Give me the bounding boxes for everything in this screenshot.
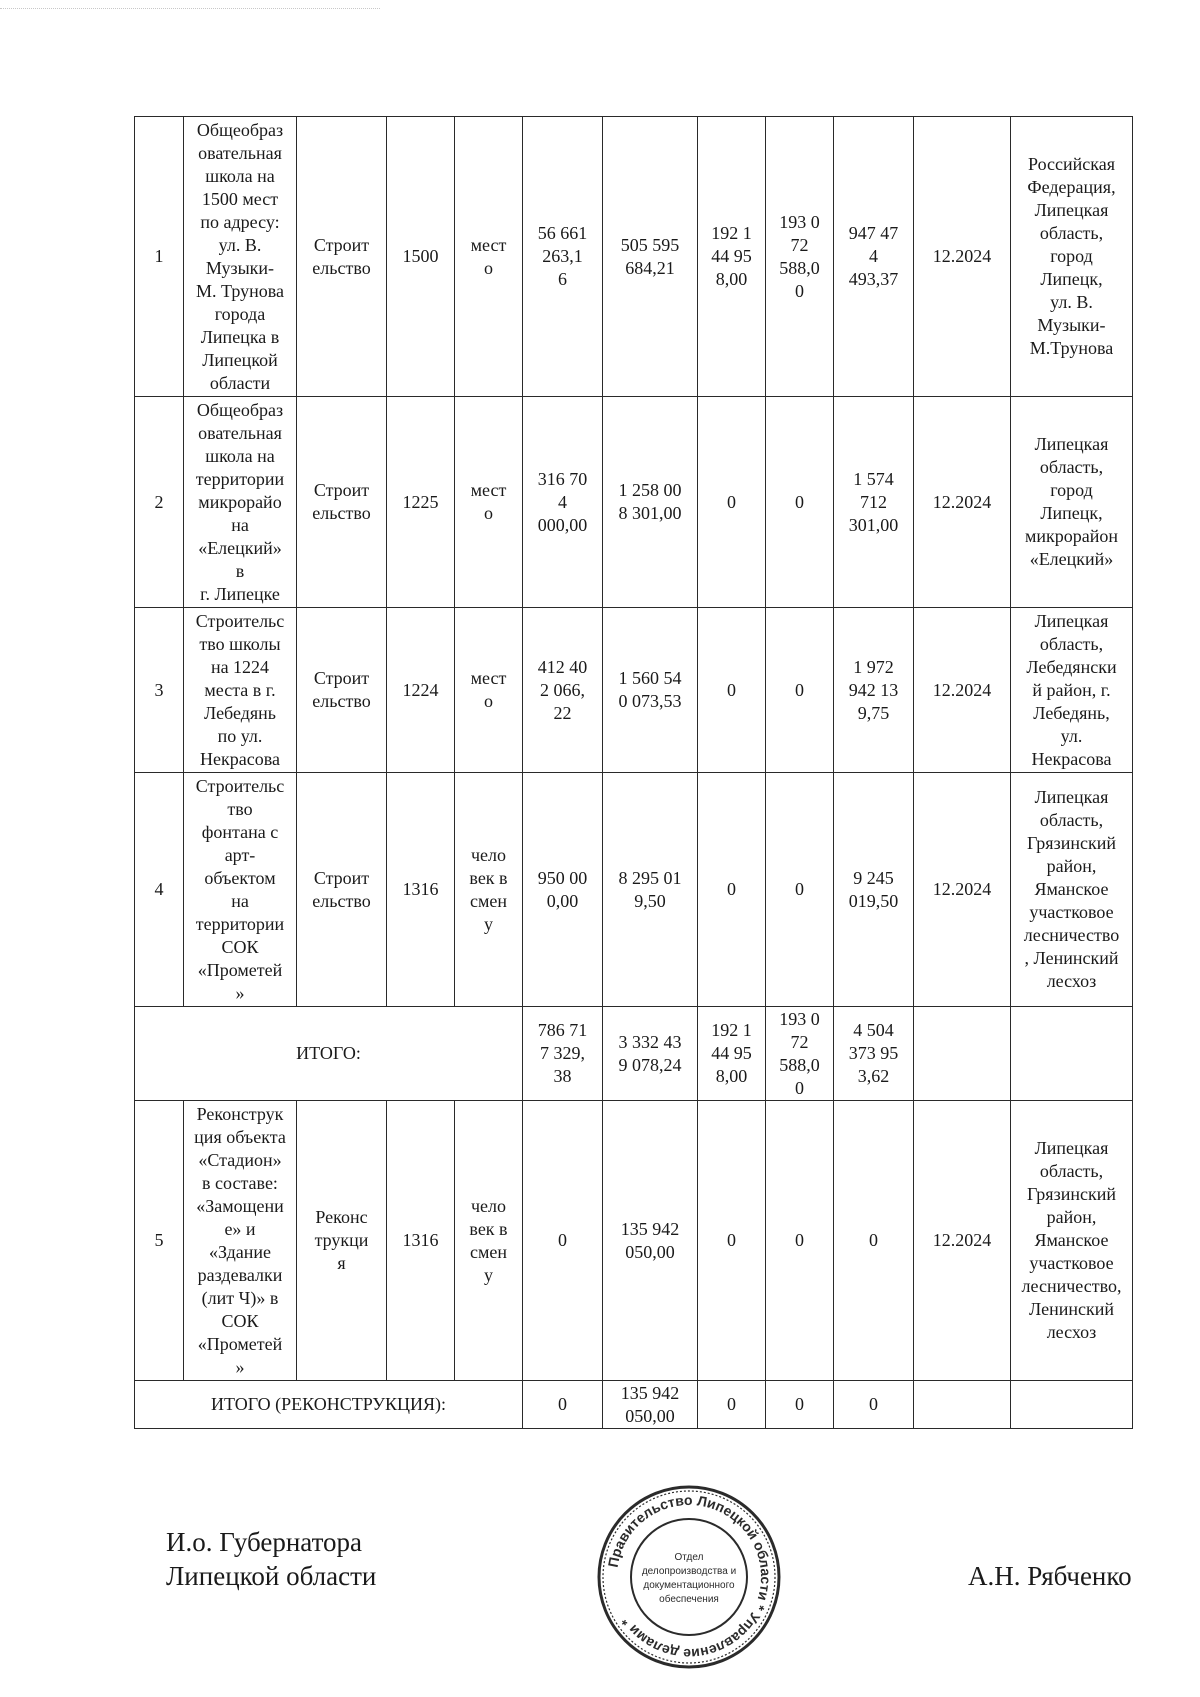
location: Российская Федерация, Липецкая область, город Липецк, ул. В. Музыки- М.Трунова — [1011, 117, 1133, 397]
work-type: Строит ельство — [297, 773, 387, 1007]
total-row — [135, 1381, 1133, 1429]
amount-2: 1 560 54 0 073,53 — [603, 608, 698, 773]
object-name: Строительс тво фонтана с арт- объектом на территории СОК «Прометей » — [184, 773, 297, 1007]
object-name: Общеобраз овательная школа на территории микрорайо на «Елецкий» в г. Липецке — [184, 397, 297, 608]
object-name: Общеобраз овательная школа на 1500 мест по адресу: ул. В. Музыки- М. Трунова города Липецка в Липецкой области — [184, 117, 297, 397]
table-row — [135, 117, 1133, 397]
position-line-1: И.о. Губернатора — [166, 1527, 363, 1557]
amount-1: 316 70 4 000,00 — [523, 397, 603, 608]
stamp-outer-ring — [599, 1487, 779, 1667]
location: Липецкая область, город Липецк, микрорайон «Елецкий» — [1011, 397, 1133, 608]
amount-total: 947 47 4 493,37 — [834, 117, 914, 397]
total-label: ИТОГО: — [135, 1007, 523, 1101]
work-type: Строит ельство — [297, 608, 387, 773]
completion-date: 12.2024 — [914, 773, 1011, 1007]
row-number: 2 — [135, 397, 184, 608]
capacity: 1500 — [387, 117, 455, 397]
completion-date: 12.2024 — [914, 397, 1011, 608]
signatory-name: А.Н. Рябченко — [968, 1561, 1132, 1591]
table-row — [135, 608, 1133, 773]
stamp-inner-ring — [631, 1519, 747, 1635]
capacity: 1224 — [387, 608, 455, 773]
work-type: Реконс трукци я — [297, 1101, 387, 1381]
row-number: 3 — [135, 608, 184, 773]
completion-date: 12.2024 — [914, 1101, 1011, 1381]
amount-4: 0 — [766, 608, 834, 773]
amount-1: 950 00 0,00 — [523, 773, 603, 1007]
amount-4: 0 — [766, 397, 834, 608]
amount-3: 0 — [698, 1101, 766, 1381]
amount-total: 9 245 019,50 — [834, 773, 914, 1007]
amount-4: 0 — [766, 773, 834, 1007]
total-empty-location — [1011, 1381, 1133, 1429]
object-name: Строительс тво школы на 1224 места в г. Лебедянь по ул. Некрасова — [184, 608, 297, 773]
amount-2: 1 258 00 8 301,00 — [603, 397, 698, 608]
amount-1: 412 40 2 066, 22 — [523, 608, 603, 773]
amount-3: 0 — [698, 773, 766, 1007]
official-stamp — [594, 1482, 784, 1672]
total-amount-3: 0 — [698, 1381, 766, 1429]
total-amount-total: 0 — [834, 1381, 914, 1429]
table-row — [135, 773, 1133, 1007]
completion-date: 12.2024 — [914, 117, 1011, 397]
amount-3: 0 — [698, 608, 766, 773]
table-row — [135, 397, 1133, 608]
total-amount-3: 192 1 44 95 8,00 — [698, 1007, 766, 1101]
row-number: 1 — [135, 117, 184, 397]
location: Липецкая область, Грязинский район, Яманское участковое лесничество, Ленинский лесхоз — [1011, 1101, 1133, 1381]
capacity-unit: мест о — [455, 608, 523, 773]
amount-2: 135 942 050,00 — [603, 1101, 698, 1381]
stamp-outer-text: Правительство Липецкой области * Управление делами * — [604, 1491, 775, 1663]
table-row — [135, 1101, 1133, 1381]
capacity: 1316 — [387, 1101, 455, 1381]
stamp-inner-line-4: обеспечения — [659, 1594, 719, 1605]
total-amount-2: 3 332 43 9 078,24 — [603, 1007, 698, 1101]
capacity-unit: чело век в смен у — [455, 773, 523, 1007]
total-row — [135, 1007, 1133, 1101]
amount-1: 56 661 263,1 6 — [523, 117, 603, 397]
stamp-inner-line-1: Отдел — [674, 1552, 704, 1563]
capacity: 1225 — [387, 397, 455, 608]
total-amount-1: 786 71 7 329, 38 — [523, 1007, 603, 1101]
signatory-position — [166, 1525, 376, 1593]
amount-1: 0 — [523, 1101, 603, 1381]
capacity: 1316 — [387, 773, 455, 1007]
amount-3: 0 — [698, 397, 766, 608]
total-empty-date — [914, 1007, 1011, 1101]
stamp-inner-line-3: документационного — [643, 1580, 735, 1591]
work-type: Строит ельство — [297, 397, 387, 608]
location: Липецкая область, Грязинский район, Яманское участковое лесничество , Ленинский лесхоз — [1011, 773, 1133, 1007]
total-amount-2: 135 942 050,00 — [603, 1381, 698, 1429]
capacity-unit: мест о — [455, 397, 523, 608]
capacity-unit: мест о — [455, 117, 523, 397]
completion-date: 12.2024 — [914, 608, 1011, 773]
location: Липецкая область, Лебедянски й район, г. Лебедянь, ул. Некрасова — [1011, 608, 1133, 773]
amount-2: 505 595 684,21 — [603, 117, 698, 397]
position-line-2: Липецкой области — [166, 1561, 377, 1591]
total-empty-location — [1011, 1007, 1133, 1101]
total-amount-4: 0 — [766, 1381, 834, 1429]
stamp-dotted-ring — [603, 1491, 775, 1663]
objects-table — [134, 116, 1133, 1429]
total-label: ИТОГО (РЕКОНСТРУКЦИЯ): — [135, 1381, 523, 1429]
total-amount-4: 193 0 72 588,0 0 — [766, 1007, 834, 1101]
total-amount-1: 0 — [523, 1381, 603, 1429]
capacity-unit: чело век в смен у — [455, 1101, 523, 1381]
amount-total: 0 — [834, 1101, 914, 1381]
amount-3: 192 1 44 95 8,00 — [698, 117, 766, 397]
scan-artifact — [0, 8, 380, 11]
row-number: 5 — [135, 1101, 184, 1381]
total-empty-date — [914, 1381, 1011, 1429]
amount-4: 0 — [766, 1101, 834, 1381]
work-type: Строит ельство — [297, 117, 387, 397]
amount-4: 193 0 72 588,0 0 — [766, 117, 834, 397]
stamp-inner-line-2: делопроизводства и — [641, 1566, 737, 1577]
total-amount-total: 4 504 373 95 3,62 — [834, 1007, 914, 1101]
amount-total: 1 972 942 13 9,75 — [834, 608, 914, 773]
row-number: 4 — [135, 773, 184, 1007]
object-name: Реконструк ция объекта «Стадион» в составе: «Замощени е» и «Здание раздевалки (лит Ч)» в СОК «Прометей » — [184, 1101, 297, 1381]
amount-2: 8 295 01 9,50 — [603, 773, 698, 1007]
amount-total: 1 574 712 301,00 — [834, 397, 914, 608]
